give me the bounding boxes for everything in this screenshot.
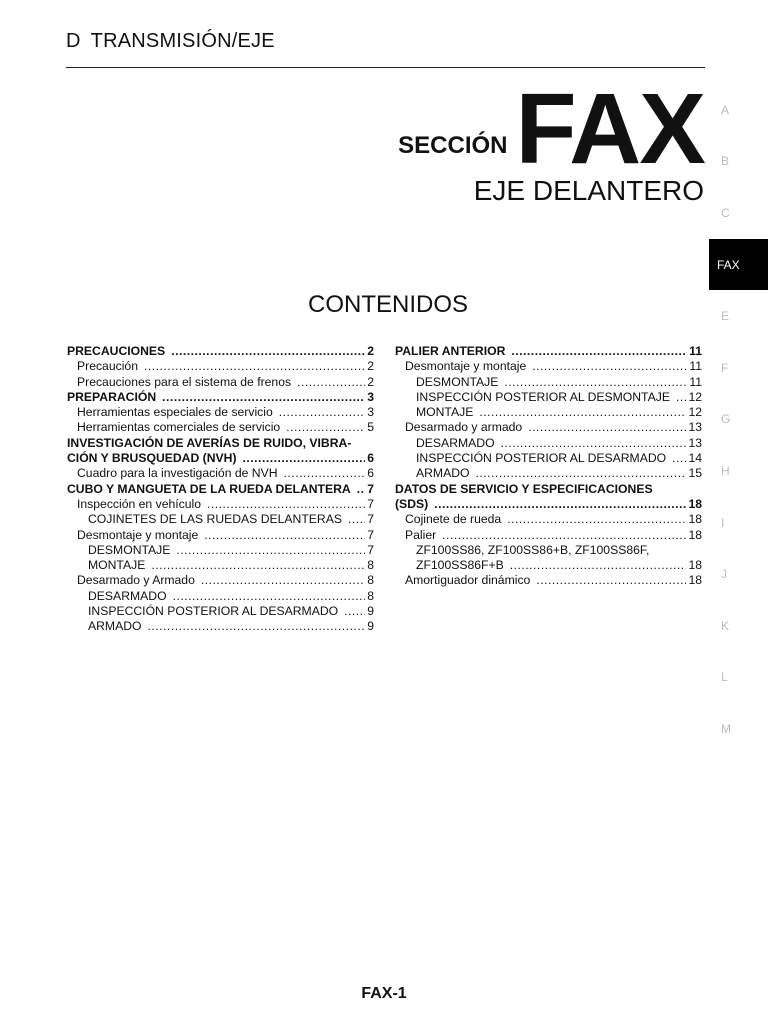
toc-entry[interactable] (67, 436, 374, 451)
toc-dot-leader (442, 528, 686, 543)
toc-entry-page: 6 (367, 466, 374, 481)
toc-dot-leader (676, 390, 686, 405)
toc-entry-title: CUBO Y MANGUETA DE LA RUEDA DELANTERA (67, 481, 351, 496)
toc-entry-page: 18 (688, 558, 702, 573)
toc-dot-leader (279, 405, 365, 420)
toc-entry-title: Precaución (77, 359, 138, 374)
toc-entry-title: PREPARACIÓN (67, 389, 157, 404)
section-label: SECCIÓN (398, 132, 508, 159)
toc-entry-title: Cuadro para la investigación de NVH (77, 466, 278, 481)
toc-entry-page: 2 (367, 344, 374, 358)
toc-entry-title: INSPECCIÓN POSTERIOR AL DESARMADO (88, 604, 339, 619)
toc-entry[interactable] (67, 390, 374, 405)
toc-entry-title: ARMADO (88, 619, 142, 634)
toc-entry-title: INVESTIGACIÓN DE AVERÍAS DE RUIDO, VIBRA- (67, 435, 352, 450)
toc-entry[interactable] (395, 405, 702, 420)
toc-entry-page: 3 (367, 405, 374, 420)
toc-dot-leader (511, 344, 687, 359)
toc-dot-leader (501, 436, 687, 451)
toc-dot-leader (536, 573, 686, 588)
toc-entry[interactable] (395, 466, 702, 481)
toc-entry-title: ZF100SS86, ZF100SS86+B, ZF100SS86F, (416, 542, 650, 557)
toc-entry-page: 7 (367, 542, 374, 557)
toc-column-right (395, 344, 702, 589)
toc-entry-page: 9 (367, 604, 374, 619)
toc-entry-title: PALIER ANTERIOR (395, 344, 506, 358)
toc-dot-leader (504, 375, 687, 390)
toc-dot-leader (201, 573, 365, 588)
toc-entry-title: Amortiguador dinámico (405, 573, 531, 588)
toc-dot-leader (284, 466, 366, 481)
toc-entry[interactable] (67, 512, 374, 527)
toc-dot-leader (476, 466, 687, 481)
toc-entry-title: DESMONTAJE (416, 374, 499, 389)
toc-dot-leader (162, 390, 365, 405)
toc-entry-title: Cojinete de rueda (405, 512, 502, 527)
toc-dot-leader (532, 359, 687, 374)
toc-dot-leader (207, 497, 365, 512)
section-tab-b[interactable]: B (721, 154, 730, 169)
toc-entry[interactable] (67, 405, 374, 420)
toc-dot-leader (286, 420, 365, 435)
toc-entry-title: DATOS DE SERVICIO Y ESPECIFICACIONES (395, 481, 653, 496)
section-tab-l[interactable]: L (721, 670, 728, 685)
header-divider (66, 67, 705, 68)
section-tab-fax[interactable]: FAX (709, 239, 768, 291)
section-tab-j[interactable]: J (721, 567, 727, 582)
toc-dot-leader (297, 375, 365, 390)
toc-entry-page: 18 (688, 512, 702, 527)
toc-entry-title: Desarmado y armado (405, 420, 523, 435)
toc-entry-page: 2 (367, 374, 374, 389)
toc-entry[interactable] (67, 604, 374, 619)
toc-dot-leader (672, 451, 686, 466)
toc-entry[interactable] (67, 619, 374, 634)
toc-entry-page: 7 (367, 481, 374, 496)
toc-entry-page: 7 (367, 512, 374, 527)
toc-entry-page: 8 (367, 558, 374, 573)
toc-entry-title: Inspección en vehículo (77, 496, 201, 511)
toc-entry[interactable] (67, 359, 374, 374)
toc-dot-leader (479, 405, 686, 420)
section-tab-a[interactable]: A (721, 102, 730, 117)
toc-entry-page: 13 (688, 420, 702, 435)
toc-entry-title: INSPECCIÓN POSTERIOR AL DESMONTAJE (416, 389, 670, 404)
section-tab-h[interactable]: H (721, 463, 730, 478)
toc-entry-title: DESARMADO (416, 435, 495, 450)
toc-entry[interactable] (67, 344, 374, 359)
section-tab-g[interactable]: G (721, 412, 731, 427)
toc-entry-title: PRECAUCIONES (67, 344, 166, 358)
toc-entry-page: 8 (367, 573, 374, 588)
section-tab-e[interactable]: E (721, 309, 730, 324)
toc-entry-page: 18 (688, 496, 702, 511)
toc-entry[interactable] (395, 497, 702, 512)
toc-entry-page: 13 (688, 435, 702, 450)
toc-dot-leader (204, 528, 365, 543)
section-code: FAX (515, 73, 704, 185)
toc-dot-leader (151, 558, 365, 573)
toc-entry[interactable] (67, 420, 374, 435)
toc-dot-leader (243, 451, 366, 466)
toc-entry[interactable] (67, 451, 374, 466)
section-title (398, 73, 704, 185)
toc-entry-page: 11 (689, 344, 702, 358)
toc-entry[interactable] (395, 451, 702, 466)
toc-entry[interactable] (395, 543, 702, 558)
toc-entry-title: Herramientas especiales de servicio (77, 405, 273, 420)
toc-entry[interactable] (67, 528, 374, 543)
toc-entry[interactable] (395, 573, 702, 588)
toc-column-left (67, 344, 374, 635)
section-tab-i[interactable]: I (721, 515, 725, 530)
toc-entry[interactable] (67, 482, 374, 497)
toc-dot-leader (148, 619, 366, 634)
toc-entry[interactable] (395, 528, 702, 543)
toc-entry[interactable] (395, 420, 702, 435)
toc-entry-title: ARMADO (416, 466, 470, 481)
toc-entry-title: CIÓN Y BRUSQUEDAD (NVH) (67, 451, 237, 466)
toc-entry[interactable] (67, 543, 374, 558)
toc-entry[interactable] (67, 466, 374, 481)
section-group-header (66, 30, 275, 53)
toc-entry[interactable] (67, 375, 374, 390)
section-tab-m[interactable]: M (721, 721, 731, 736)
toc-dot-leader (510, 558, 687, 573)
section-tab-f[interactable]: F (721, 360, 729, 375)
toc-entry[interactable] (395, 558, 702, 573)
toc-entry-title: Precauciones para el sistema de frenos (77, 374, 292, 389)
toc-dot-leader (144, 359, 365, 374)
toc-entry-page: 7 (367, 527, 374, 542)
toc-dot-leader (173, 589, 366, 604)
section-tab-k[interactable]: K (721, 618, 730, 633)
toc-dot-leader (344, 604, 365, 619)
toc-entry-page: 9 (367, 619, 374, 634)
toc-entry-page: 3 (367, 389, 374, 404)
toc-entry-page: 18 (688, 573, 702, 588)
toc-entry-page: 18 (688, 527, 702, 542)
toc-entry[interactable] (67, 589, 374, 604)
toc-dot-leader (357, 482, 366, 497)
toc-entry[interactable] (395, 436, 702, 451)
toc-entry-page: 8 (367, 588, 374, 603)
section-tab-c[interactable]: C (721, 205, 730, 220)
toc-entry-page: 11 (689, 374, 702, 389)
toc-entry-page: 7 (367, 496, 374, 511)
toc-entry-title: Desmontaje y montaje (77, 527, 199, 542)
contents-heading: CONTENIDOS (307, 291, 468, 318)
toc-entry[interactable] (395, 512, 702, 527)
toc-entry[interactable] (395, 344, 702, 359)
toc-entry[interactable] (67, 497, 374, 512)
toc-entry[interactable] (395, 359, 702, 374)
toc-entry-page: 12 (688, 405, 702, 420)
page-number: FAX-1 (361, 985, 407, 1002)
toc-entry-title: COJINETES DE LAS RUEDAS DELANTERAS (88, 512, 342, 527)
toc-dot-leader (434, 497, 686, 512)
toc-entry-page: 14 (688, 451, 702, 466)
toc-entry-title: DESARMADO (88, 588, 167, 603)
toc-entry-title: MONTAJE (416, 405, 474, 420)
toc-dot-leader (528, 420, 686, 435)
toc-entry-title: MONTAJE (88, 558, 146, 573)
toc-entry[interactable] (395, 482, 702, 497)
section-group-letter: D (66, 30, 81, 52)
toc-dot-leader (176, 543, 365, 558)
toc-dot-leader (348, 512, 365, 527)
toc-entry[interactable] (67, 573, 374, 588)
toc-entry-title: ZF100SS86F+B (416, 558, 504, 573)
section-subtitle: EJE DELANTERO (473, 175, 704, 206)
section-group-title: TRANSMISIÓN/EJE (90, 30, 275, 52)
toc-entry-title: Desmontaje y montaje (405, 359, 527, 374)
toc-entry[interactable] (67, 558, 374, 573)
section-index-tabs (709, 84, 768, 755)
toc-entry-page: 5 (367, 420, 374, 435)
toc-entry-title: Herramientas comerciales de servicio (77, 420, 281, 435)
toc-entry[interactable] (395, 390, 702, 405)
toc-entry-title: INSPECCIÓN POSTERIOR AL DESARMADO (416, 451, 667, 466)
toc-entry-title: DESMONTAJE (88, 542, 171, 557)
toc-entry-title: (SDS) (395, 496, 429, 511)
toc-entry-page: 15 (688, 466, 702, 481)
toc-entry-page: 2 (367, 359, 374, 374)
toc-entry-page: 6 (367, 451, 374, 466)
toc-entry[interactable] (395, 375, 702, 390)
toc-entry-title: Palier (405, 527, 437, 542)
toc-dot-leader (171, 344, 365, 359)
toc-entry-page: 11 (689, 359, 702, 374)
toc-entry-title: Desarmado y Armado (77, 573, 195, 588)
toc-entry-page: 12 (688, 389, 702, 404)
toc-dot-leader (507, 512, 686, 527)
